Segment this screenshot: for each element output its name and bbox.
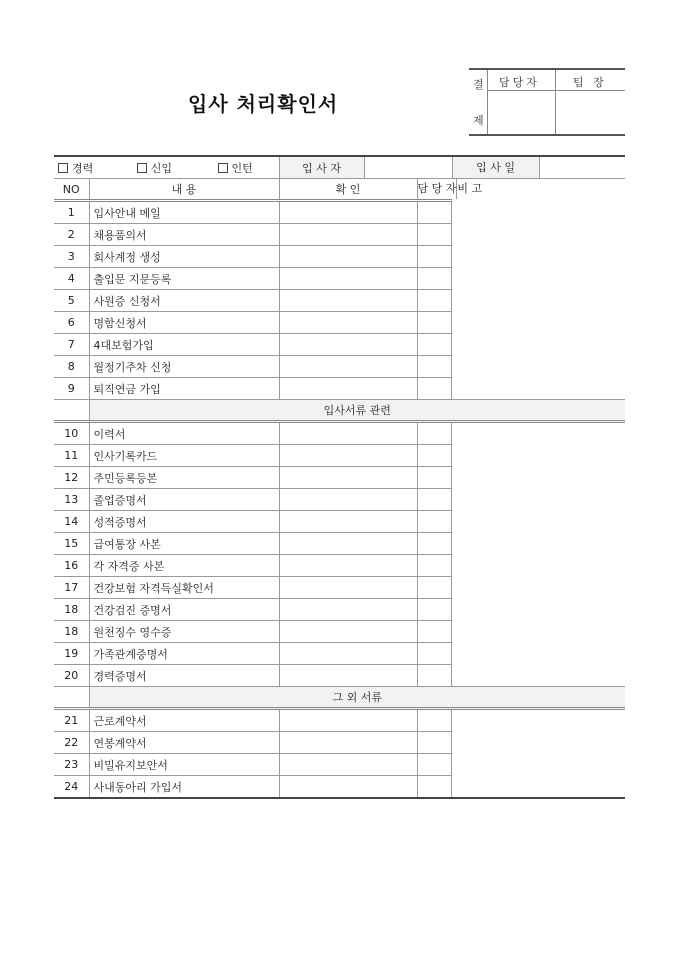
row-number: 8 <box>54 356 89 378</box>
table-row <box>54 643 625 665</box>
row-item: 명함신청서 <box>89 312 279 334</box>
checkbox-career[interactable]: 경력 <box>54 160 93 176</box>
row-confirm-cell[interactable] <box>279 268 417 290</box>
row-manager-cell[interactable] <box>418 334 453 355</box>
row-manager-note <box>417 489 452 511</box>
row-item: 퇴직연금 가입 <box>89 378 279 400</box>
row-manager-note <box>417 577 452 599</box>
hire-person-label: 입 사 자 <box>279 156 364 179</box>
row-manager-note <box>417 445 452 467</box>
row-manager-cell[interactable] <box>418 378 453 399</box>
approval-sign-team-lead[interactable] <box>556 91 625 132</box>
row-manager-note <box>417 224 452 246</box>
row-number: 18 <box>54 621 89 643</box>
row-confirm-cell[interactable] <box>279 533 417 555</box>
row-item: 건강보험 자격득실확인서 <box>89 577 279 599</box>
row-manager-note <box>417 356 452 378</box>
row-number: 10 <box>54 422 89 445</box>
row-number: 21 <box>54 709 89 732</box>
row-number: 9 <box>54 378 89 400</box>
row-manager-cell[interactable] <box>418 356 453 377</box>
row-number: 17 <box>54 577 89 599</box>
row-confirm-cell[interactable] <box>279 599 417 621</box>
row-number: 14 <box>54 511 89 533</box>
table-row <box>54 356 625 378</box>
row-manager-note <box>417 422 452 445</box>
row-manager-note <box>417 246 452 268</box>
row-manager-note <box>417 533 452 555</box>
section-row-other <box>54 687 625 709</box>
table-row <box>54 312 625 334</box>
row-manager-note <box>417 732 452 754</box>
row-confirm-cell[interactable] <box>279 511 417 533</box>
row-manager-note <box>417 511 452 533</box>
row-number: 22 <box>54 732 89 754</box>
row-number: 19 <box>54 643 89 665</box>
table-row <box>54 378 625 400</box>
row-confirm-cell[interactable] <box>279 643 417 665</box>
row-manager-note <box>417 334 452 356</box>
row-manager-note <box>417 268 452 290</box>
row-confirm-cell[interactable] <box>279 334 417 356</box>
row-manager-cell[interactable] <box>418 754 453 775</box>
row-confirm-cell[interactable] <box>279 621 417 643</box>
row-manager-cell[interactable] <box>418 665 453 686</box>
row-item: 사내동아리 가입서 <box>89 776 279 799</box>
table-row <box>54 709 625 732</box>
row-manager-cell[interactable] <box>418 489 453 510</box>
row-confirm-cell[interactable] <box>279 577 417 599</box>
row-item: 주민등록등본 <box>89 467 279 489</box>
table-row <box>54 754 625 776</box>
row-number: 11 <box>54 445 89 467</box>
row-manager-note <box>417 312 452 334</box>
table-header-row <box>54 179 625 201</box>
row-confirm-cell[interactable] <box>279 246 417 268</box>
header-manager: 담 당 자 <box>418 179 458 199</box>
table-row <box>54 599 625 621</box>
hire-date-label: 입 사 일 <box>453 157 540 178</box>
row-number: 13 <box>54 489 89 511</box>
row-item: 원천징수 영수증 <box>89 621 279 643</box>
row-number: 16 <box>54 555 89 577</box>
header-note: 비 고 <box>457 182 483 195</box>
section-title-other: 그 외 서류 <box>89 687 625 709</box>
table-row <box>54 268 625 290</box>
row-confirm-cell[interactable] <box>279 732 417 754</box>
row-item: 사원증 신청서 <box>89 290 279 312</box>
table-row <box>54 776 625 799</box>
header-manager-note <box>417 179 483 201</box>
row-confirm-cell[interactable] <box>279 754 417 776</box>
hire-person-value[interactable] <box>364 156 452 179</box>
row-number: 3 <box>54 246 89 268</box>
row-manager-cell[interactable] <box>418 268 453 289</box>
approval-col-manager: 담당자 <box>499 76 540 89</box>
row-item: 비밀유지보안서 <box>89 754 279 776</box>
row-manager-cell[interactable] <box>418 445 453 466</box>
row-manager-note <box>417 776 452 799</box>
row-manager-cell[interactable] <box>418 202 453 223</box>
row-confirm-cell[interactable] <box>279 378 417 400</box>
checkbox-intern[interactable]: 인턴 <box>214 160 253 176</box>
row-manager-note <box>417 754 452 776</box>
row-confirm-cell[interactable] <box>279 224 417 246</box>
row-confirm-cell[interactable] <box>279 709 417 732</box>
row-manager-cell[interactable] <box>418 776 453 797</box>
row-item: 건강검진 증명서 <box>89 599 279 621</box>
row-item: 가족관계증명서 <box>89 643 279 665</box>
header-no: NO <box>54 179 89 201</box>
row-manager-note <box>417 378 452 400</box>
table-row <box>54 224 625 246</box>
row-manager-cell[interactable] <box>418 533 453 554</box>
table-row <box>54 201 625 224</box>
row-number: 20 <box>54 665 89 687</box>
row-item: 월정기주차 신청 <box>89 356 279 378</box>
approval-side-label-top: 결 <box>473 78 484 91</box>
row-manager-note <box>417 555 452 577</box>
hire-info-row <box>54 156 625 179</box>
row-number: 23 <box>54 754 89 776</box>
table-row <box>54 577 625 599</box>
row-manager-cell[interactable] <box>418 246 453 267</box>
row-number: 15 <box>54 533 89 555</box>
approval-side-label-bottom: 제 <box>473 114 484 127</box>
row-manager-cell[interactable] <box>418 312 453 333</box>
row-confirm-cell[interactable] <box>279 776 417 799</box>
approval-col-team-lead: 팀 장 <box>573 76 607 89</box>
row-item: 근로계약서 <box>89 709 279 732</box>
header-confirm: 확 인 <box>279 179 417 201</box>
table-row <box>54 422 625 445</box>
approval-sign-manager[interactable] <box>488 91 554 132</box>
row-item: 4대보험가입 <box>89 334 279 356</box>
row-confirm-cell[interactable] <box>279 445 417 467</box>
row-confirm-cell[interactable] <box>279 665 417 687</box>
row-manager-note <box>417 201 452 224</box>
row-manager-note <box>417 709 452 732</box>
employment-type-cell <box>54 156 279 179</box>
hire-date-cell <box>452 156 625 179</box>
row-confirm-cell[interactable] <box>279 467 417 489</box>
row-manager-note <box>417 665 452 687</box>
row-manager-cell[interactable] <box>418 710 453 731</box>
table-row <box>54 555 625 577</box>
row-confirm-cell[interactable] <box>279 356 417 378</box>
row-number: 7 <box>54 334 89 356</box>
row-number: 12 <box>54 467 89 489</box>
row-number: 6 <box>54 312 89 334</box>
row-number: 2 <box>54 224 89 246</box>
row-confirm-cell[interactable] <box>279 312 417 334</box>
row-manager-cell[interactable] <box>418 599 453 620</box>
table-row <box>54 467 625 489</box>
table-row <box>54 334 625 356</box>
row-manager-cell[interactable] <box>418 467 453 488</box>
row-item: 경력증명서 <box>89 665 279 687</box>
row-item: 급여통장 사본 <box>89 533 279 555</box>
row-confirm-cell[interactable] <box>279 555 417 577</box>
row-item: 출입문 지문등록 <box>89 268 279 290</box>
row-item: 졸업증명서 <box>89 489 279 511</box>
table-row <box>54 621 625 643</box>
row-manager-cell[interactable] <box>418 577 453 598</box>
section-blank-cell <box>54 400 89 422</box>
row-item: 입사안내 메일 <box>89 201 279 224</box>
row-item: 연봉계약서 <box>89 732 279 754</box>
row-number: 24 <box>54 776 89 799</box>
table-row <box>54 732 625 754</box>
checkbox-square[interactable] <box>137 163 147 173</box>
row-confirm-cell[interactable] <box>279 290 417 312</box>
row-item: 회사계정 생성 <box>89 246 279 268</box>
checkbox-new-hire[interactable]: 신입 <box>133 160 172 176</box>
row-manager-cell[interactable] <box>418 290 453 311</box>
row-manager-note <box>417 621 452 643</box>
row-item: 채용품의서 <box>89 224 279 246</box>
row-manager-note <box>417 290 452 312</box>
row-manager-cell[interactable] <box>418 732 453 753</box>
checkbox-square[interactable] <box>218 163 228 173</box>
table-row <box>54 665 625 687</box>
section-row-documents <box>54 400 625 422</box>
row-number: 5 <box>54 290 89 312</box>
row-number: 1 <box>54 201 89 224</box>
approval-box <box>469 68 625 136</box>
row-manager-cell[interactable] <box>418 643 453 664</box>
row-confirm-cell[interactable] <box>279 201 417 224</box>
row-manager-cell[interactable] <box>418 555 453 576</box>
section-blank-cell <box>54 687 89 709</box>
row-number: 18 <box>54 599 89 621</box>
row-manager-note <box>417 467 452 489</box>
checkbox-square[interactable] <box>58 163 68 173</box>
table-row <box>54 511 625 533</box>
row-manager-note <box>417 599 452 621</box>
row-item: 성적증명서 <box>89 511 279 533</box>
table-row <box>54 489 625 511</box>
row-manager-cell[interactable] <box>418 511 453 532</box>
header-content: 내 용 <box>89 179 279 201</box>
row-item: 이력서 <box>89 422 279 445</box>
row-number: 4 <box>54 268 89 290</box>
table-row <box>54 290 625 312</box>
row-item: 각 자격증 사본 <box>89 555 279 577</box>
document-title: 입사 처리확인서 <box>188 92 339 116</box>
row-item: 인사기록카드 <box>89 445 279 467</box>
row-confirm-cell[interactable] <box>279 489 417 511</box>
row-confirm-cell[interactable] <box>279 422 417 445</box>
table-row <box>54 445 625 467</box>
table-row <box>54 533 625 555</box>
hire-date-value[interactable] <box>540 157 626 178</box>
row-manager-cell[interactable] <box>418 621 453 642</box>
table-row <box>54 246 625 268</box>
section-title-documents: 입사서류 관련 <box>89 400 625 422</box>
row-manager-cell[interactable] <box>418 423 453 444</box>
row-manager-cell[interactable] <box>418 224 453 245</box>
checklist-table <box>54 155 625 799</box>
row-manager-note <box>417 643 452 665</box>
